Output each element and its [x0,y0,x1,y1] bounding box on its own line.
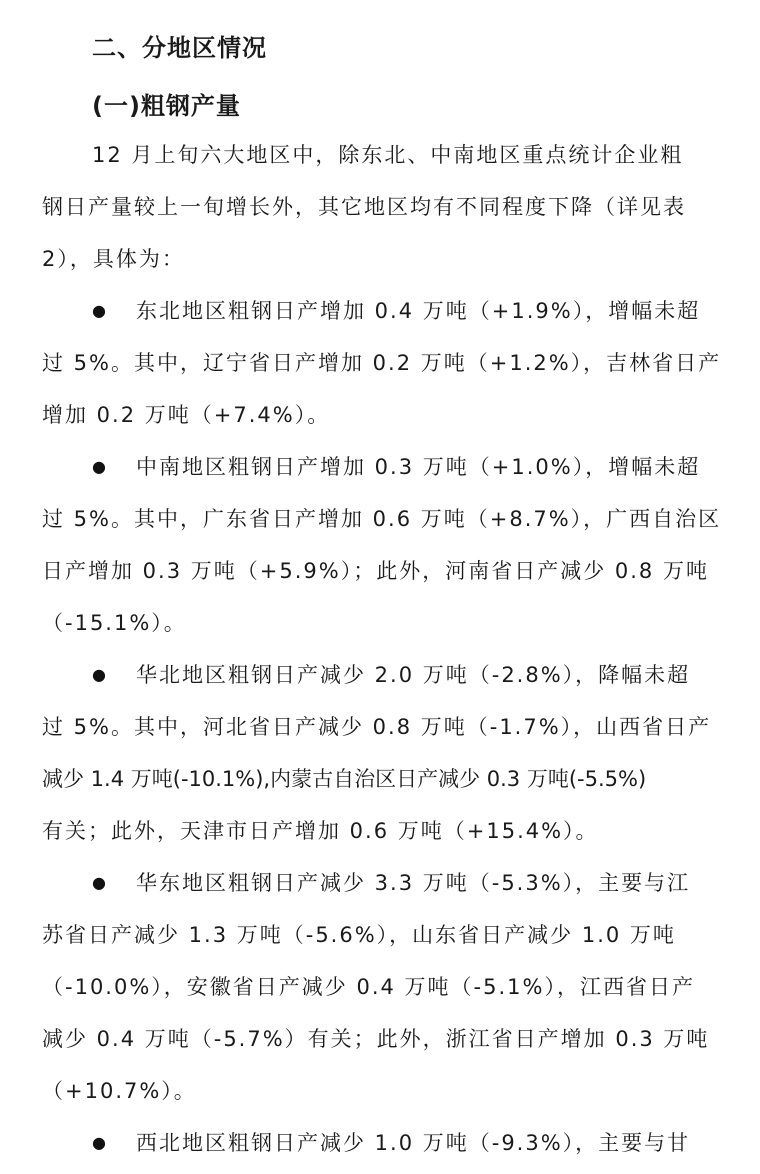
list-item-line: 华东地区粗钢日产减少 3.3 万吨（-5.3%），主要与江 [136,871,691,895]
list-item-line: 东北地区粗钢日产增加 0.4 万吨（+1.9%），增幅未超 [136,299,701,323]
bullet-icon: ● [92,1133,106,1152]
list-item-line: （-15.1%）。 [42,611,187,635]
bullet-icon: ● [92,457,106,476]
section-heading: 二、分地区情况 [92,34,267,62]
list-item-line: 日产增加 0.3 万吨（+5.9%）；此外，河南省日产减少 0.8 万吨 [42,559,709,583]
list-item-line: 中南地区粗钢日产增加 0.3 万吨（+1.0%），增幅未超 [136,455,701,479]
bullet-icon: ● [92,665,106,684]
list-item-line: 减少 0.4 万吨（-5.7%）有关；此外，浙江省日产增加 0.3 万吨 [42,1027,710,1051]
list-item-line: 苏省日产减少 1.3 万吨（-5.6%），山东省日产减少 1.0 万吨 [42,923,676,947]
list-item-line: 增加 0.2 万吨（+7.4%）。 [42,403,331,427]
list-item-line: 西北地区粗钢日产减少 1.0 万吨（-9.3%），主要与甘 [136,1131,691,1155]
list-item-line: 过 5%。其中，广东省日产增加 0.6 万吨（+8.7%），广西自治区 [42,507,722,531]
list-item-line: （+10.7%）。 [42,1079,197,1103]
list-item-line: 过 5%。其中，河北省日产减少 0.8 万吨（-1.7%），山西省日产 [42,715,712,739]
bullet-icon: ● [92,873,106,892]
intro-line: 12 月上旬六大地区中，除东北、中南地区重点统计企业粗 [92,143,684,167]
intro-line: 2），具体为： [42,247,185,271]
list-item-line: 华北地区粗钢日产减少 2.0 万吨（-2.8%），降幅未超 [136,663,691,687]
subsection-heading: (一)粗钢产量 [92,92,241,120]
list-item-line: 有关；此外，天津市日产增加 0.6 万吨（+15.4%）。 [42,819,599,843]
list-item-line: 减少 1.4 万吨(-10.1%),内蒙古自治区日产减少 0.3 万吨(-5.5%) [42,767,647,791]
list-item-line: （-10.0%），安徽省日产减少 0.4 万吨（-5.1%），江西省日产 [42,975,695,999]
list-item-line: 过 5%。其中，辽宁省日产增加 0.2 万吨（+1.2%），吉林省日产 [42,351,722,375]
bullet-icon: ● [92,301,106,320]
intro-line: 钢日产量较上一旬增长外，其它地区均有不同程度下降（详见表 [42,195,686,219]
